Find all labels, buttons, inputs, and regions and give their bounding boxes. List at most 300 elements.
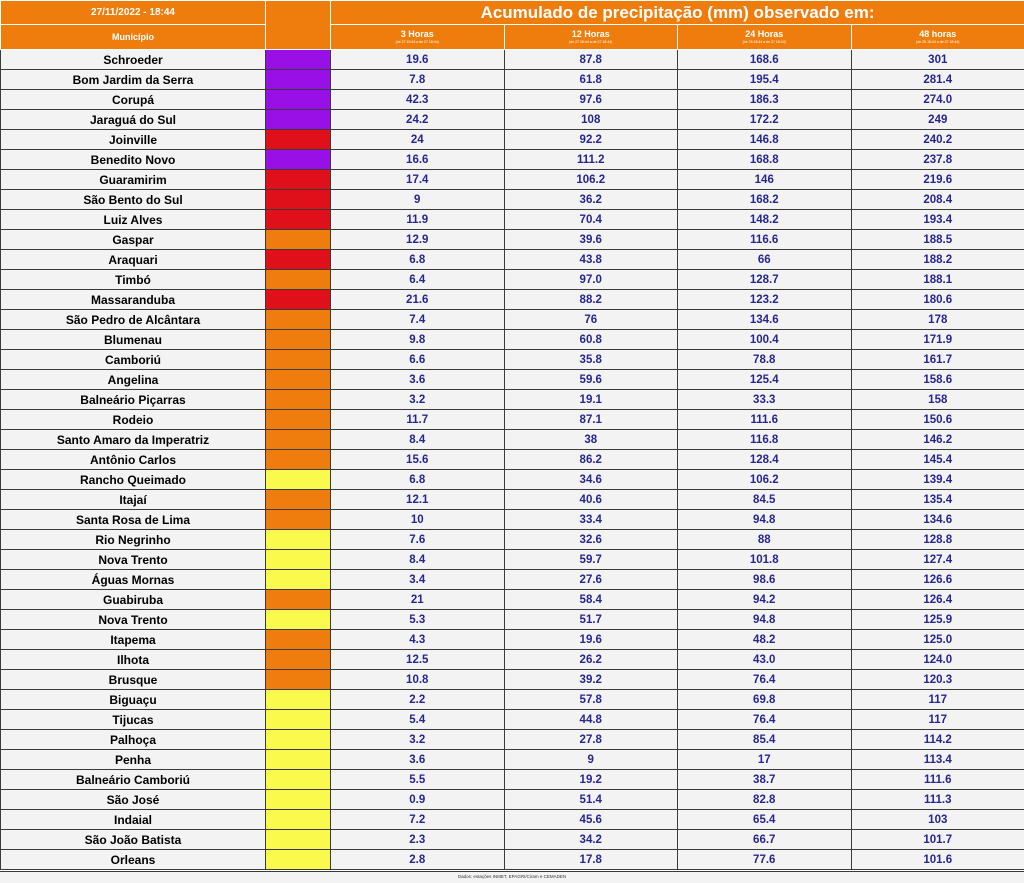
value-48h-cell: 188.2 [851, 250, 1024, 270]
table-row [1, 450, 1024, 470]
period-3h-label: 3 Horas [331, 30, 504, 39]
municipio-cell: São João Batista [1, 830, 266, 850]
table-row [1, 90, 1024, 110]
table-row [1, 570, 1024, 590]
value-3h-cell: 16.6 [331, 150, 505, 170]
value-3h-cell: 2.3 [331, 830, 505, 850]
value-24h-cell: 111.6 [678, 410, 852, 430]
value-48h-cell: 126.4 [851, 590, 1024, 610]
value-3h-cell: 9.8 [331, 330, 505, 350]
table-row [1, 470, 1024, 490]
value-48h-cell: 103 [851, 810, 1024, 830]
municipio-cell: Jaraguá do Sul [1, 110, 266, 130]
alert-level-swatch [266, 710, 331, 730]
value-12h-cell: 26.2 [504, 650, 678, 670]
alert-level-swatch [266, 330, 331, 350]
alert-level-swatch [266, 110, 331, 130]
municipio-cell: Indaial [1, 810, 266, 830]
table-row [1, 630, 1024, 650]
municipio-cell: Timbó [1, 270, 266, 290]
value-3h-cell: 7.8 [331, 70, 505, 90]
alert-level-swatch [266, 610, 331, 630]
value-48h-cell: 113.4 [851, 750, 1024, 770]
value-3h-cell: 2.8 [331, 850, 505, 870]
municipio-cell: Itajaí [1, 490, 266, 510]
alert-level-swatch [266, 510, 331, 530]
alert-level-swatch [266, 730, 331, 750]
value-3h-cell: 15.6 [331, 450, 505, 470]
value-3h-cell: 5.4 [331, 710, 505, 730]
municipio-cell: Palhoça [1, 730, 266, 750]
value-24h-cell: 66 [678, 250, 852, 270]
alert-level-swatch [266, 490, 331, 510]
value-3h-cell: 3.4 [331, 570, 505, 590]
value-12h-cell: 32.6 [504, 530, 678, 550]
value-3h-cell: 5.5 [331, 770, 505, 790]
value-3h-cell: 24 [331, 130, 505, 150]
alert-level-swatch [266, 430, 331, 450]
value-24h-cell: 128.4 [678, 450, 852, 470]
value-3h-cell: 10 [331, 510, 505, 530]
municipio-cell: Bom Jardim da Serra [1, 70, 266, 90]
table-row [1, 850, 1024, 870]
alert-level-swatch [266, 310, 331, 330]
table-row [1, 250, 1024, 270]
municipio-cell: Benedito Novo [1, 150, 266, 170]
municipio-cell: Brusque [1, 670, 266, 690]
alert-level-swatch [266, 570, 331, 590]
value-48h-cell: 274.0 [851, 90, 1024, 110]
value-12h-cell: 27.6 [504, 570, 678, 590]
table-row [1, 710, 1024, 730]
value-12h-cell: 58.4 [504, 590, 678, 610]
table-row [1, 210, 1024, 230]
value-12h-cell: 86.2 [504, 450, 678, 470]
value-12h-cell: 39.2 [504, 670, 678, 690]
value-24h-cell: 116.6 [678, 230, 852, 250]
value-24h-cell: 82.8 [678, 790, 852, 810]
value-24h-cell: 65.4 [678, 810, 852, 830]
value-3h-cell: 12.5 [331, 650, 505, 670]
period-48h-header [851, 25, 1024, 50]
value-48h-cell: 301 [851, 50, 1024, 70]
value-24h-cell: 123.2 [678, 290, 852, 310]
value-48h-cell: 125.9 [851, 610, 1024, 630]
value-24h-cell: 146.8 [678, 130, 852, 150]
value-24h-cell: 125.4 [678, 370, 852, 390]
value-3h-cell: 21 [331, 590, 505, 610]
value-48h-cell: 188.5 [851, 230, 1024, 250]
table-row [1, 490, 1024, 510]
alert-level-swatch [266, 770, 331, 790]
alert-level-swatch [266, 290, 331, 310]
value-48h-cell: 158.6 [851, 370, 1024, 390]
value-24h-cell: 146 [678, 170, 852, 190]
alert-level-swatch [266, 390, 331, 410]
value-24h-cell: 78.8 [678, 350, 852, 370]
alert-level-swatch [266, 590, 331, 610]
value-3h-cell: 12.9 [331, 230, 505, 250]
value-12h-cell: 106.2 [504, 170, 678, 190]
value-48h-cell: 101.7 [851, 830, 1024, 850]
value-3h-cell: 8.4 [331, 550, 505, 570]
municipio-cell: São Pedro de Alcântara [1, 310, 266, 330]
value-48h-cell: 128.8 [851, 530, 1024, 550]
value-3h-cell: 3.6 [331, 370, 505, 390]
period-48h-range: (de 25 18:44 a de 27 18:44) [852, 41, 1024, 45]
value-12h-cell: 45.6 [504, 810, 678, 830]
value-3h-cell: 5.3 [331, 610, 505, 630]
value-48h-cell: 180.6 [851, 290, 1024, 310]
alert-level-swatch [266, 470, 331, 490]
table-row [1, 370, 1024, 390]
value-12h-cell: 60.8 [504, 330, 678, 350]
municipio-cell: Orleans [1, 850, 266, 870]
alert-level-swatch [266, 70, 331, 90]
value-48h-cell: 240.2 [851, 130, 1024, 150]
table-row [1, 650, 1024, 670]
value-3h-cell: 10.8 [331, 670, 505, 690]
value-24h-cell: 69.8 [678, 690, 852, 710]
value-24h-cell: 100.4 [678, 330, 852, 350]
table-row [1, 730, 1024, 750]
table-row [1, 270, 1024, 290]
value-48h-cell: 139.4 [851, 470, 1024, 490]
table-body [1, 50, 1024, 870]
value-24h-cell: 17 [678, 750, 852, 770]
table-row [1, 610, 1024, 630]
municipio-cell: Antônio Carlos [1, 450, 266, 470]
value-3h-cell: 11.7 [331, 410, 505, 430]
municipio-cell: Camboriú [1, 350, 266, 370]
value-24h-cell: 116.8 [678, 430, 852, 450]
value-12h-cell: 59.7 [504, 550, 678, 570]
value-3h-cell: 0.9 [331, 790, 505, 810]
value-3h-cell: 19.6 [331, 50, 505, 70]
header-row-columns [1, 25, 1024, 50]
table-row [1, 70, 1024, 90]
municipio-cell: Ilhota [1, 650, 266, 670]
period-48h-label: 48 horas [852, 30, 1024, 39]
value-24h-cell: 186.3 [678, 90, 852, 110]
table-row [1, 390, 1024, 410]
value-12h-cell: 27.8 [504, 730, 678, 750]
value-24h-cell: 168.8 [678, 150, 852, 170]
value-3h-cell: 11.9 [331, 210, 505, 230]
value-3h-cell: 6.8 [331, 470, 505, 490]
value-24h-cell: 33.3 [678, 390, 852, 410]
table-row [1, 330, 1024, 350]
value-48h-cell: 125.0 [851, 630, 1024, 650]
period-24h-header [678, 25, 852, 50]
municipio-cell: Rodeio [1, 410, 266, 430]
value-3h-cell: 6.4 [331, 270, 505, 290]
municipio-cell: Angelina [1, 370, 266, 390]
alert-level-swatch [266, 450, 331, 470]
table-row [1, 150, 1024, 170]
table-row [1, 550, 1024, 570]
municipio-cell: Itapema [1, 630, 266, 650]
table-row [1, 750, 1024, 770]
value-3h-cell: 3.2 [331, 390, 505, 410]
value-48h-cell: 127.4 [851, 550, 1024, 570]
municipio-cell: Corupá [1, 90, 266, 110]
alert-level-swatch [266, 850, 331, 870]
value-48h-cell: 158 [851, 390, 1024, 410]
municipio-cell: São José [1, 790, 266, 810]
value-12h-cell: 33.4 [504, 510, 678, 530]
alert-level-swatch [266, 50, 331, 70]
municipio-cell: Penha [1, 750, 266, 770]
value-3h-cell: 3.2 [331, 730, 505, 750]
value-48h-cell: 117 [851, 690, 1024, 710]
period-12h-label: 12 Horas [505, 30, 678, 39]
value-12h-cell: 76 [504, 310, 678, 330]
value-12h-cell: 108 [504, 110, 678, 130]
table-row [1, 590, 1024, 610]
value-12h-cell: 92.2 [504, 130, 678, 150]
header-row-title [1, 1, 1024, 25]
value-3h-cell: 6.8 [331, 250, 505, 270]
value-3h-cell: 12.1 [331, 490, 505, 510]
period-3h-range: (de 27 15:44 a de 27 18:44) [331, 41, 504, 45]
value-12h-cell: 44.8 [504, 710, 678, 730]
alert-level-swatch [266, 370, 331, 390]
value-3h-cell: 21.6 [331, 290, 505, 310]
municipio-cell: Balneário Camboriú [1, 770, 266, 790]
alert-level-swatch [266, 630, 331, 650]
value-48h-cell: 111.6 [851, 770, 1024, 790]
table-row [1, 790, 1024, 810]
alert-level-swatch [266, 650, 331, 670]
value-24h-cell: 134.6 [678, 310, 852, 330]
value-48h-cell: 124.0 [851, 650, 1024, 670]
value-48h-cell: 249 [851, 110, 1024, 130]
municipio-cell: Biguaçu [1, 690, 266, 710]
period-12h-range: (de 27 06:44 a de 27 18:44) [505, 41, 678, 45]
value-3h-cell: 3.6 [331, 750, 505, 770]
alert-level-swatch [266, 810, 331, 830]
municipio-cell: Santa Rosa de Lima [1, 510, 266, 530]
value-48h-cell: 145.4 [851, 450, 1024, 470]
alert-level-swatch [266, 550, 331, 570]
table-row [1, 310, 1024, 330]
value-24h-cell: 148.2 [678, 210, 852, 230]
alert-level-header [266, 1, 331, 50]
table-row [1, 350, 1024, 370]
value-12h-cell: 87.8 [504, 50, 678, 70]
value-24h-cell: 168.6 [678, 50, 852, 70]
municipio-cell: Tijucas [1, 710, 266, 730]
table-title: Acumulado de precipitação (mm) observado em: [331, 1, 1024, 25]
table-row [1, 670, 1024, 690]
table-row [1, 770, 1024, 790]
municipio-cell: Santo Amaro da Imperatriz [1, 430, 266, 450]
period-3h-header [331, 25, 505, 50]
value-24h-cell: 94.8 [678, 510, 852, 530]
value-48h-cell: 188.1 [851, 270, 1024, 290]
alert-level-swatch [266, 830, 331, 850]
value-48h-cell: 120.3 [851, 670, 1024, 690]
value-12h-cell: 88.2 [504, 290, 678, 310]
value-12h-cell: 51.7 [504, 610, 678, 630]
value-24h-cell: 128.7 [678, 270, 852, 290]
value-48h-cell: 178 [851, 310, 1024, 330]
alert-level-swatch [266, 230, 331, 250]
alert-level-swatch [266, 170, 331, 190]
value-12h-cell: 39.6 [504, 230, 678, 250]
value-12h-cell: 34.6 [504, 470, 678, 490]
value-24h-cell: 48.2 [678, 630, 852, 650]
value-48h-cell: 161.7 [851, 350, 1024, 370]
value-48h-cell: 134.6 [851, 510, 1024, 530]
alert-level-swatch [266, 90, 331, 110]
value-12h-cell: 35.8 [504, 350, 678, 370]
value-3h-cell: 6.6 [331, 350, 505, 370]
table-row [1, 110, 1024, 130]
value-12h-cell: 97.0 [504, 270, 678, 290]
table-row [1, 50, 1024, 70]
alert-level-swatch [266, 210, 331, 230]
table-row [1, 290, 1024, 310]
value-24h-cell: 88 [678, 530, 852, 550]
value-12h-cell: 111.2 [504, 150, 678, 170]
value-12h-cell: 17.8 [504, 850, 678, 870]
value-12h-cell: 19.6 [504, 630, 678, 650]
value-3h-cell: 4.3 [331, 630, 505, 650]
municipio-cell: Nova Trento [1, 550, 266, 570]
table-row [1, 230, 1024, 250]
value-24h-cell: 106.2 [678, 470, 852, 490]
value-24h-cell: 66.7 [678, 830, 852, 850]
value-3h-cell: 7.2 [331, 810, 505, 830]
municipio-cell: Gaspar [1, 230, 266, 250]
municipio-column-header: Município [1, 25, 266, 50]
table-row [1, 530, 1024, 550]
alert-level-swatch [266, 190, 331, 210]
value-48h-cell: 193.4 [851, 210, 1024, 230]
alert-level-swatch [266, 150, 331, 170]
table-row [1, 690, 1024, 710]
value-3h-cell: 42.3 [331, 90, 505, 110]
value-12h-cell: 38 [504, 430, 678, 450]
table-row [1, 810, 1024, 830]
alert-level-swatch [266, 350, 331, 370]
municipio-cell: Águas Mornas [1, 570, 266, 590]
value-48h-cell: 237.8 [851, 150, 1024, 170]
value-24h-cell: 94.8 [678, 610, 852, 630]
value-48h-cell: 208.4 [851, 190, 1024, 210]
municipio-cell: Guabiruba [1, 590, 266, 610]
value-24h-cell: 94.2 [678, 590, 852, 610]
value-48h-cell: 219.6 [851, 170, 1024, 190]
value-12h-cell: 59.6 [504, 370, 678, 390]
table-row [1, 410, 1024, 430]
municipio-cell: Guaramirim [1, 170, 266, 190]
value-3h-cell: 8.4 [331, 430, 505, 450]
value-3h-cell: 7.6 [331, 530, 505, 550]
value-3h-cell: 9 [331, 190, 505, 210]
municipio-cell: Balneário Piçarras [1, 390, 266, 410]
value-48h-cell: 111.3 [851, 790, 1024, 810]
alert-level-swatch [266, 790, 331, 810]
value-12h-cell: 70.4 [504, 210, 678, 230]
municipio-cell: Rio Negrinho [1, 530, 266, 550]
municipio-cell: São Bento do Sul [1, 190, 266, 210]
alert-level-swatch [266, 130, 331, 150]
municipio-cell: Joinville [1, 130, 266, 150]
value-12h-cell: 40.6 [504, 490, 678, 510]
municipio-cell: Nova Trento [1, 610, 266, 630]
value-24h-cell: 98.6 [678, 570, 852, 590]
alert-level-swatch [266, 270, 331, 290]
value-48h-cell: 114.2 [851, 730, 1024, 750]
value-12h-cell: 9 [504, 750, 678, 770]
table-row [1, 190, 1024, 210]
value-3h-cell: 17.4 [331, 170, 505, 190]
value-48h-cell: 150.6 [851, 410, 1024, 430]
value-24h-cell: 101.8 [678, 550, 852, 570]
value-3h-cell: 24.2 [331, 110, 505, 130]
value-12h-cell: 61.8 [504, 70, 678, 90]
value-48h-cell: 135.4 [851, 490, 1024, 510]
alert-level-swatch [266, 250, 331, 270]
value-48h-cell: 171.9 [851, 330, 1024, 350]
value-48h-cell: 281.4 [851, 70, 1024, 90]
value-48h-cell: 101.6 [851, 850, 1024, 870]
value-24h-cell: 172.2 [678, 110, 852, 130]
municipio-cell: Araquari [1, 250, 266, 270]
value-24h-cell: 76.4 [678, 670, 852, 690]
municipio-cell: Schroeder [1, 50, 266, 70]
municipio-cell: Rancho Queimado [1, 470, 266, 490]
value-3h-cell: 7.4 [331, 310, 505, 330]
alert-level-swatch [266, 530, 331, 550]
alert-level-swatch [266, 690, 331, 710]
value-48h-cell: 117 [851, 710, 1024, 730]
report-datetime: 27/11/2022 - 18:44 [1, 1, 266, 25]
value-48h-cell: 146.2 [851, 430, 1024, 450]
value-24h-cell: 76.4 [678, 710, 852, 730]
alert-level-swatch [266, 670, 331, 690]
table-row [1, 830, 1024, 850]
value-12h-cell: 57.8 [504, 690, 678, 710]
value-12h-cell: 43.8 [504, 250, 678, 270]
table-row [1, 130, 1024, 150]
period-24h-label: 24 Horas [678, 30, 851, 39]
value-24h-cell: 77.6 [678, 850, 852, 870]
value-24h-cell: 195.4 [678, 70, 852, 90]
value-48h-cell: 126.6 [851, 570, 1024, 590]
value-12h-cell: 51.4 [504, 790, 678, 810]
value-24h-cell: 43.0 [678, 650, 852, 670]
value-12h-cell: 97.6 [504, 90, 678, 110]
value-3h-cell: 2.2 [331, 690, 505, 710]
data-source-footer: Dados: estações INMET, EPAGRI/Ciram e CEMADEN [0, 871, 1024, 883]
value-12h-cell: 87.1 [504, 410, 678, 430]
period-24h-range: (de 26 18:44 a de 27 18:44) [678, 41, 851, 45]
value-12h-cell: 19.1 [504, 390, 678, 410]
municipio-cell: Blumenau [1, 330, 266, 350]
value-24h-cell: 84.5 [678, 490, 852, 510]
table-row [1, 510, 1024, 530]
period-12h-header [504, 25, 678, 50]
value-24h-cell: 85.4 [678, 730, 852, 750]
value-24h-cell: 168.2 [678, 190, 852, 210]
value-12h-cell: 19.2 [504, 770, 678, 790]
alert-level-swatch [266, 750, 331, 770]
value-24h-cell: 38.7 [678, 770, 852, 790]
